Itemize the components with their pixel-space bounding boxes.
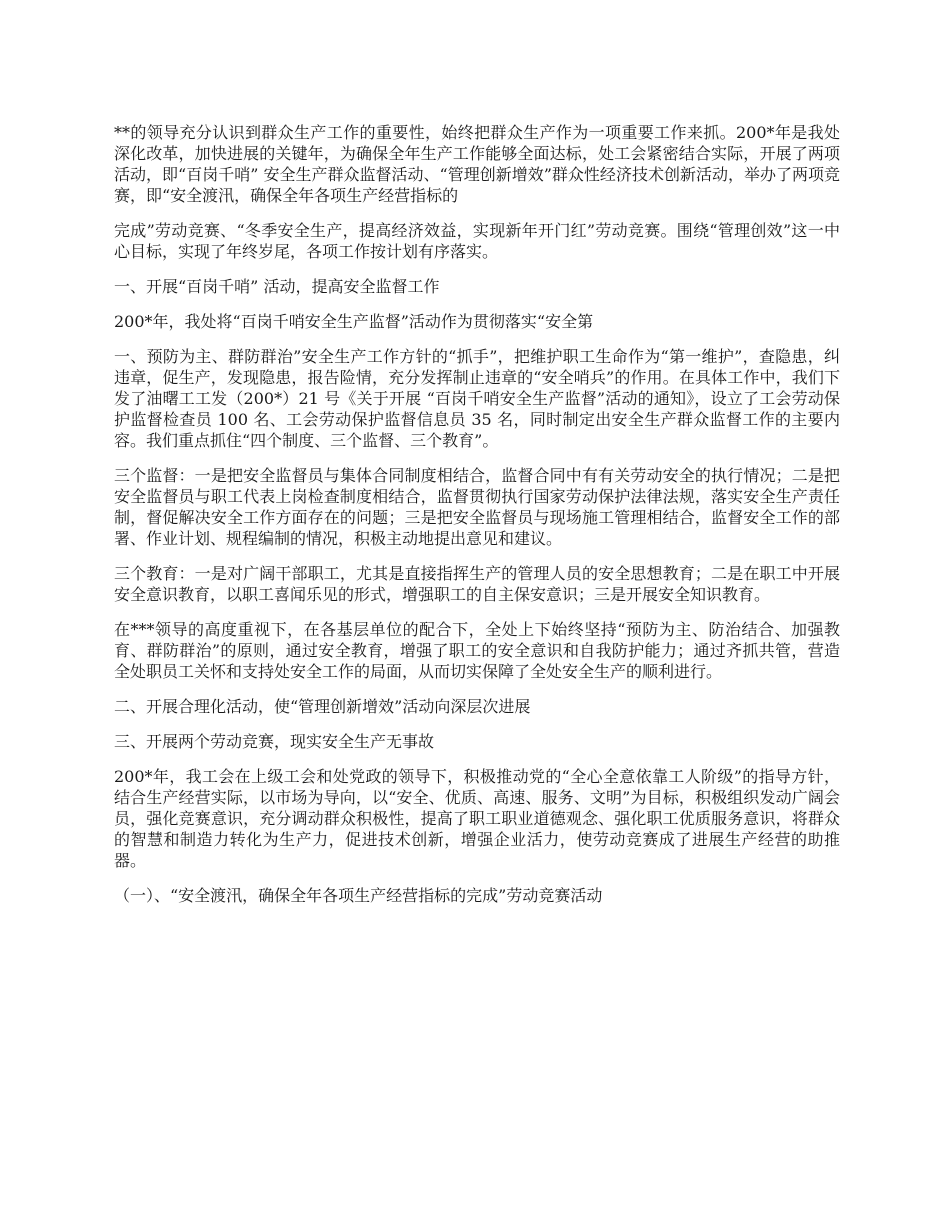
paragraph: 三个教育：一是对广阔干部职工，尤其是直接指挥生产的管理人员的安全思想教育；二是在职工中开展安全意识教育，以职工喜闻乐见的形式，增强职工的自主保安意识；三是开展安全知识教育。	[114, 564, 840, 604]
paragraph: **的领导充分认识到群众生产工作的重要性，始终把群众生产作为一项重要工作来抓。200*年是我处深化改革，加快进展的关键年，为确保全年生产工作能够全面达标，处工会紧密结合实际，开展了两项活动，即“百岗千哨” 安全生产群众监督活动、“管理创新增效”群众性经济技术创新活动，举办了两项竞赛，即“安全渡汛，确保全年各项生产经营指标的	[114, 123, 840, 205]
paragraph: 一、预防为主、群防群治”安全生产工作方针的“抓手”，把维护职工生命作为“第一维护”，查隐患，纠违章，促生产，发现隐患，报告险情，充分发挥制止违章的“安全哨兵”的作用。在具体工作中，我们下发了油曙工工发（200*）21 号《关于开展 “百岗千哨安全生产监督”活动的通知》，设立了工会劳动保护监督检查员 100 名、工会劳动保护监督信息员 35 名，同时制定出安全生产群众监督工作的主要内容。我们重点抓住“四个制度、三个监督、三个教育”。	[114, 347, 840, 450]
document-body	[114, 122, 840, 920]
subsection-heading: （一）、“安全渡汛，确保全年各项生产经营指标的完成”劳动竞赛活动	[114, 886, 603, 905]
section-heading: 三、开展两个劳动竞赛，现实安全生产无事故	[114, 732, 435, 751]
paragraph: 200*年，我处将“百岗千哨安全生产监督”活动作为贯彻落实“安全第	[114, 312, 594, 331]
paragraph: 三个监督：一是把安全监督员与集体合同制度相结合，监督合同中有有关劳动安全的执行情况；二是把安全监督员与职工代表上岗检查制度相结合，监督贯彻执行国家劳动保护法律法规，落实安全生产责任制，督促解决安全工作方面存在的问题；三是把安全监督员与现场施工管理相结合，监督安全工作的部署、作业计划、规程编制的情况，积极主动地提出意见和建议。	[114, 466, 840, 548]
section-heading: 二、开展合理化活动，使“管理创新增效”活动向深层次进展	[114, 697, 531, 716]
section-heading: 一、开展“百岗千哨” 活动，提高安全监督工作	[114, 277, 440, 296]
paragraph: 200*年，我工会在上级工会和处党政的领导下，积极推动党的“全心全意依靠工人阶级”的指导方针，结合生产经营实际，以市场为导向，以“安全、优质、高速、服务、文明”为目标，积极组织发动广阔会员，强化竞赛意识，充分调动群众积极性，提高了职工职业道德观念、强化职工优质服务意识，将群众的智慧和制造力转化为生产力，促进技术创新，增强企业活力，使劳动竞赛成了进展生产经营的助推器。	[114, 767, 840, 870]
paragraph: 完成”劳动竞赛、“冬季安全生产，提高经济效益，实现新年开门红”劳动竞赛。围绕“管理创效”这一中心目标，实现了年终岁尾，各项工作按计划有序落实。	[114, 221, 840, 261]
paragraph: 在***领导的高度重视下，在各基层单位的配合下，全处上下始终坚持“预防为主、防治结合、加强教育、群防群治”的原则，通过安全教育，增强了职工的安全意识和自我防护能力；通过齐抓共管，营造全处职员工关怀和支持处安全工作的局面，从而切实保障了全处安全生产的顺利进行。	[114, 620, 840, 681]
